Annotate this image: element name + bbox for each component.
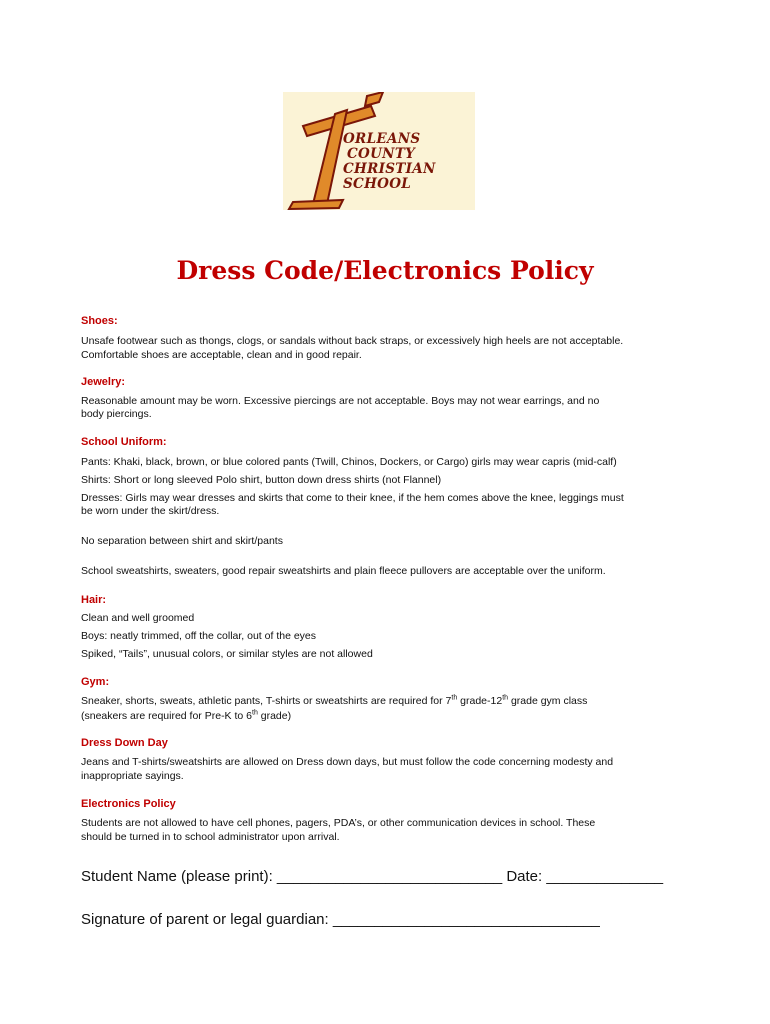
gym-heading: Gym: [81, 676, 110, 688]
logo-line-4: SCHOOL [343, 176, 412, 192]
hair-heading: Hair: [81, 594, 107, 606]
logo-line-2: COUNTY [347, 146, 416, 162]
hair-text-2: Boys: neatly trimmed, off the collar, out of the eyes [81, 630, 317, 642]
electronics-heading: Electronics Policy [81, 798, 176, 810]
dressdown-text-2: inappropriate sayings. [81, 770, 184, 782]
gym-sup-3: th [252, 709, 258, 717]
gym-text-1b: grade-12 [457, 695, 503, 707]
gym-sup-1: th [451, 694, 458, 702]
gym-sup-2: th [502, 694, 509, 702]
uniform-dresses-2: be worn under the skirt/dress. [81, 505, 220, 517]
gym-text-1a: Sneaker, shorts, sweats, athletic pants, T-shirts or sweatshirts are required for 7 [81, 695, 452, 707]
student-name-line[interactable]: Student Name (please print): ___________________________ Date: ______________ [81, 868, 664, 885]
page-title: Dress Code/Electronics Policy [176, 256, 594, 285]
parent-signature-line[interactable]: Signature of parent or legal guardian: ________________________________ [81, 911, 600, 928]
hair-text-1: Clean and well groomed [81, 612, 195, 624]
electronics-text-1: Students are not allowed to have cell phones, pagers, PDA’s, or other communication devices in school. These [81, 817, 596, 829]
shoes-text-1: Unsafe footwear such as thongs, clogs, or sandals without back straps, or excessively high heels are not acceptable. [81, 335, 624, 347]
shoes-text-2: Comfortable shoes are acceptable, clean and in good repair. [81, 349, 362, 361]
uniform-sweatshirts: School sweatshirts, sweaters, good repair sweatshirts and plain fleece pullovers are acceptable over the uniform. [81, 565, 606, 577]
uniform-dresses-1: Dresses: Girls may wear dresses and skirts that come to their knee, if the hem comes above the knee, leggings must [81, 492, 624, 504]
dressdown-text-1: Jeans and T-shirts/sweatshirts are allowed on Dress down days, but must follow the code concerning modesty and [81, 756, 614, 768]
uniform-heading: School Uniform: [81, 436, 167, 448]
gym-text-1 [81, 694, 681, 708]
logo-wordmark [343, 132, 473, 192]
gym-text-2a: (sneakers are required for Pre-K to 6 [81, 710, 252, 722]
jewelry-text-2: body piercings. [81, 408, 152, 420]
hair-text-3: Spiked, “Tails”, unusual colors, or similar styles are not allowed [81, 648, 373, 660]
uniform-shirts: Shirts: Short or long sleeved Polo shirt, button down dress shirts (not Flannel) [81, 474, 442, 486]
logo-line-1: ORLEANS [343, 131, 421, 147]
shoes-heading: Shoes: [81, 315, 118, 327]
school-logo [283, 92, 475, 210]
uniform-separation: No separation between shirt and skirt/pants [81, 535, 283, 547]
gym-text-2 [81, 709, 681, 723]
logo-line-3: CHRISTIAN [343, 161, 436, 177]
electronics-text-2: should be turned in to school administrator upon arrival. [81, 831, 340, 843]
gym-text-1c: grade gym class [508, 695, 588, 707]
dressdown-heading: Dress Down Day [81, 737, 168, 749]
jewelry-text-1: Reasonable amount may be worn. Excessive piercings are not acceptable. Boys may not wear earrings, and no [81, 395, 600, 407]
uniform-pants: Pants: Khaki, black, brown, or blue colored pants (Twill, Chinos, Dockers, or Cargo) girls may wear capris (mid-calf) [81, 456, 617, 468]
gym-text-2b: grade) [257, 710, 292, 722]
jewelry-heading: Jewelry: [81, 376, 126, 388]
